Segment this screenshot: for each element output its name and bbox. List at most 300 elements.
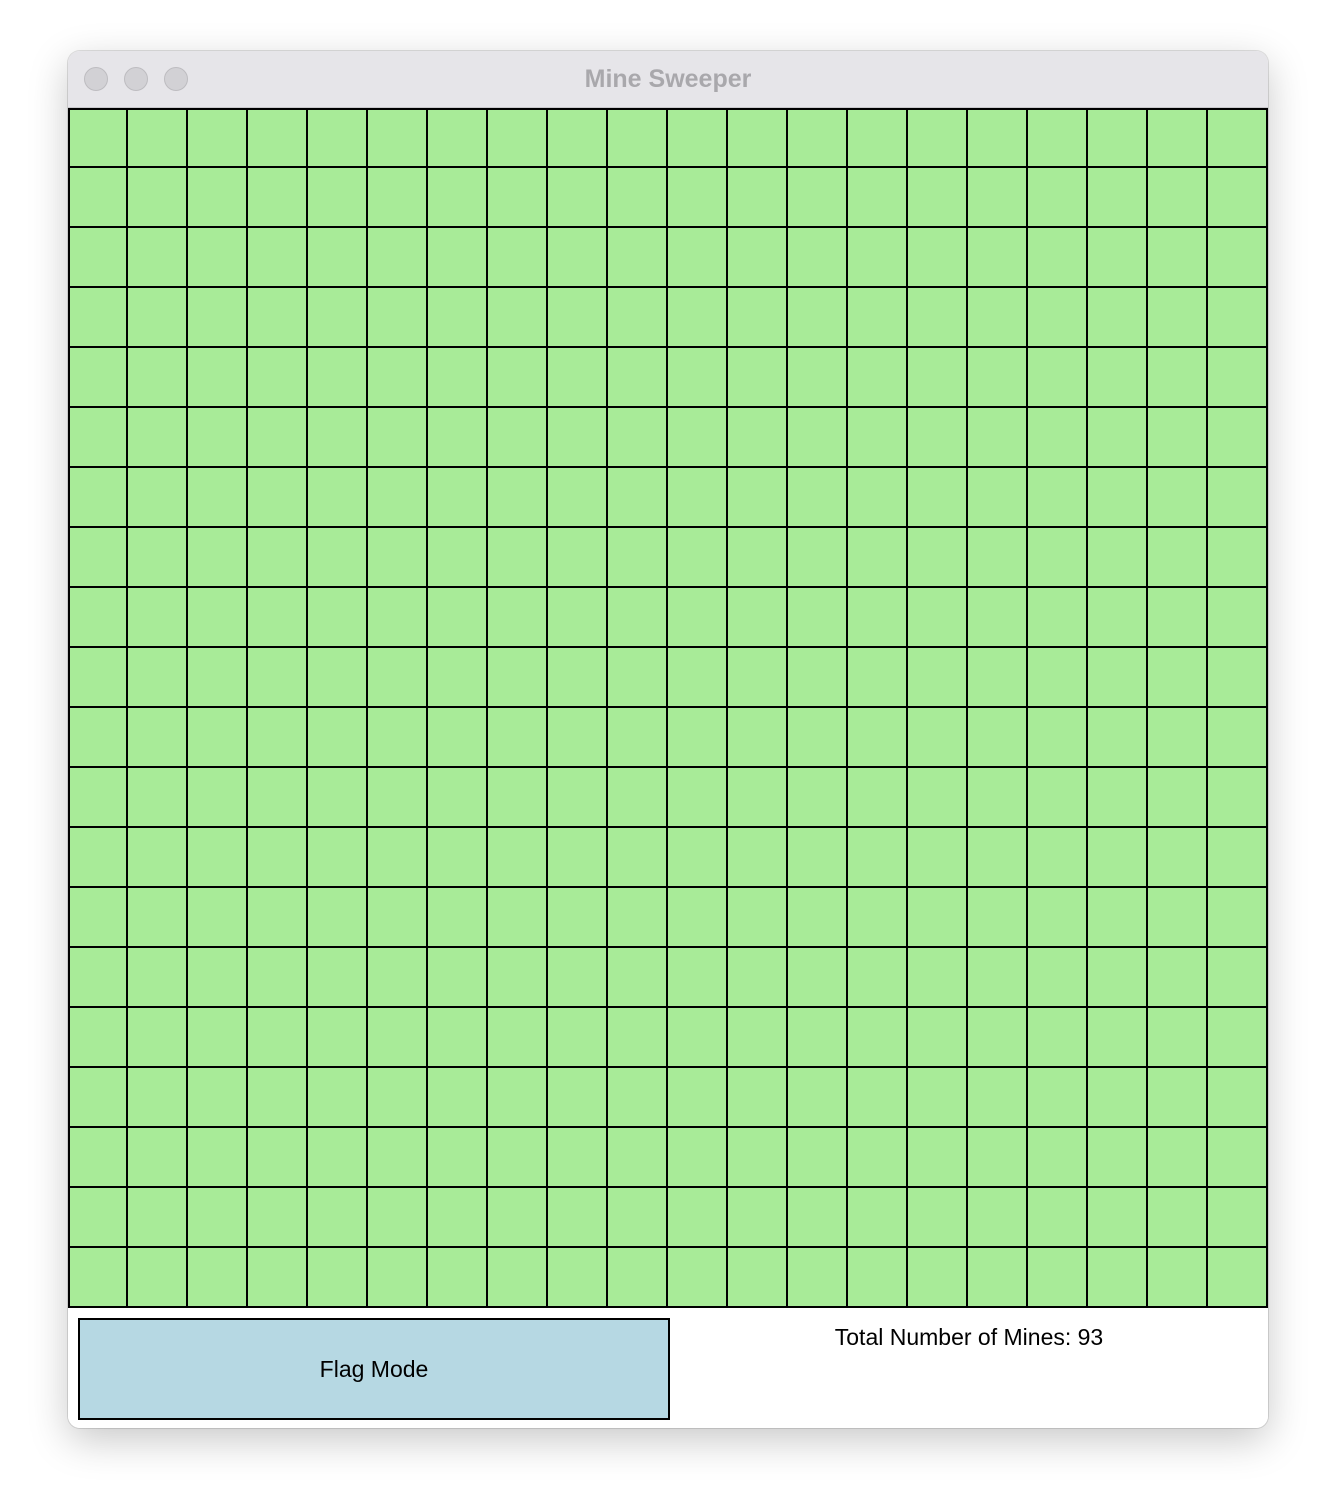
board-cell[interactable] [1148, 588, 1208, 648]
board-cell[interactable] [1148, 348, 1208, 408]
board-cell[interactable] [128, 948, 188, 1008]
board-cell[interactable] [1208, 1188, 1268, 1248]
board-cell[interactable] [128, 1188, 188, 1248]
board-cell[interactable] [68, 1128, 128, 1188]
board-cell[interactable] [608, 228, 668, 288]
board-cell[interactable] [188, 348, 248, 408]
board-cell[interactable] [68, 408, 128, 468]
board-cell[interactable] [548, 1068, 608, 1128]
board-cell[interactable] [548, 288, 608, 348]
board-cell[interactable] [968, 948, 1028, 1008]
board-cell[interactable] [908, 1128, 968, 1188]
board-cell[interactable] [848, 768, 908, 828]
board-cell[interactable] [368, 768, 428, 828]
board-cell[interactable] [248, 1008, 308, 1068]
board-cell[interactable] [248, 1188, 308, 1248]
board-cell[interactable] [1148, 948, 1208, 1008]
board-cell[interactable] [428, 708, 488, 768]
board-cell[interactable] [308, 768, 368, 828]
board-cell[interactable] [668, 108, 728, 168]
board-cell[interactable] [488, 948, 548, 1008]
board-cell[interactable] [488, 768, 548, 828]
board-cell[interactable] [128, 1008, 188, 1068]
board-cell[interactable] [128, 888, 188, 948]
board-cell[interactable] [488, 588, 548, 648]
board-cell[interactable] [668, 948, 728, 1008]
board-cell[interactable] [1208, 468, 1268, 528]
board-cell[interactable] [788, 648, 848, 708]
board-cell[interactable] [428, 408, 488, 468]
board-cell[interactable] [368, 528, 428, 588]
board-cell[interactable] [428, 288, 488, 348]
board-cell[interactable] [788, 588, 848, 648]
board-cell[interactable] [128, 648, 188, 708]
board-cell[interactable] [428, 228, 488, 288]
board-cell[interactable] [728, 648, 788, 708]
board-cell[interactable] [1088, 828, 1148, 888]
board-cell[interactable] [548, 828, 608, 888]
board-cell[interactable] [788, 348, 848, 408]
board-cell[interactable] [608, 888, 668, 948]
board-cell[interactable] [608, 588, 668, 648]
board-cell[interactable] [308, 828, 368, 888]
board-cell[interactable] [668, 408, 728, 468]
board-cell[interactable] [248, 228, 308, 288]
board-cell[interactable] [1148, 828, 1208, 888]
board-cell[interactable] [968, 348, 1028, 408]
board-cell[interactable] [1148, 768, 1208, 828]
board-cell[interactable] [1208, 768, 1268, 828]
board-cell[interactable] [908, 288, 968, 348]
board-cell[interactable] [728, 888, 788, 948]
board-cell[interactable] [968, 828, 1028, 888]
board-cell[interactable] [968, 888, 1028, 948]
board-cell[interactable] [788, 108, 848, 168]
board-cell[interactable] [68, 888, 128, 948]
board-cell[interactable] [1208, 108, 1268, 168]
board-cell[interactable] [68, 468, 128, 528]
board-cell[interactable] [848, 228, 908, 288]
board-cell[interactable] [668, 648, 728, 708]
board-cell[interactable] [368, 108, 428, 168]
board-cell[interactable] [188, 648, 248, 708]
board-cell[interactable] [1148, 408, 1208, 468]
board-cell[interactable] [1208, 708, 1268, 768]
board-cell[interactable] [488, 348, 548, 408]
board-cell[interactable] [608, 708, 668, 768]
board-cell[interactable] [908, 648, 968, 708]
board-cell[interactable] [248, 348, 308, 408]
board-cell[interactable] [368, 228, 428, 288]
board-cell[interactable] [1148, 888, 1208, 948]
board-cell[interactable] [1148, 1128, 1208, 1188]
board-cell[interactable] [1208, 168, 1268, 228]
board-cell[interactable] [788, 888, 848, 948]
board-cell[interactable] [1028, 228, 1088, 288]
board-cell[interactable] [68, 1068, 128, 1128]
board-cell[interactable] [128, 768, 188, 828]
board-cell[interactable] [368, 708, 428, 768]
board-cell[interactable] [848, 348, 908, 408]
board-cell[interactable] [428, 1188, 488, 1248]
board-cell[interactable] [1148, 1248, 1208, 1308]
board-cell[interactable] [1208, 828, 1268, 888]
board-cell[interactable] [1148, 168, 1208, 228]
board-cell[interactable] [728, 1128, 788, 1188]
title-bar[interactable] [68, 51, 1268, 108]
board-cell[interactable] [248, 408, 308, 468]
board-cell[interactable] [1028, 948, 1088, 1008]
board-cell[interactable] [848, 108, 908, 168]
board-cell[interactable] [608, 948, 668, 1008]
board-cell[interactable] [848, 948, 908, 1008]
board-cell[interactable] [188, 528, 248, 588]
board-cell[interactable] [608, 288, 668, 348]
board-cell[interactable] [188, 588, 248, 648]
board-cell[interactable] [128, 468, 188, 528]
board-cell[interactable] [908, 1008, 968, 1068]
board-cell[interactable] [1208, 648, 1268, 708]
board-cell[interactable] [848, 1248, 908, 1308]
board-cell[interactable] [608, 1008, 668, 1068]
board-cell[interactable] [548, 348, 608, 408]
board-cell[interactable] [368, 288, 428, 348]
board-cell[interactable] [248, 288, 308, 348]
board-cell[interactable] [68, 108, 128, 168]
board-cell[interactable] [188, 108, 248, 168]
board-cell[interactable] [428, 168, 488, 228]
board-cell[interactable] [608, 1248, 668, 1308]
board-cell[interactable] [308, 1068, 368, 1128]
board-cell[interactable] [248, 468, 308, 528]
board-cell[interactable] [1028, 1248, 1088, 1308]
board-cell[interactable] [1028, 288, 1088, 348]
board-cell[interactable] [1028, 468, 1088, 528]
board-cell[interactable] [668, 468, 728, 528]
board-cell[interactable] [848, 1128, 908, 1188]
board-cell[interactable] [248, 888, 308, 948]
board-cell[interactable] [188, 408, 248, 468]
board-cell[interactable] [1208, 288, 1268, 348]
board-cell[interactable] [248, 1248, 308, 1308]
board-cell[interactable] [548, 1128, 608, 1188]
board-cell[interactable] [428, 468, 488, 528]
board-cell[interactable] [848, 648, 908, 708]
board-cell[interactable] [188, 288, 248, 348]
board-cell[interactable] [668, 1188, 728, 1248]
board-cell[interactable] [668, 1068, 728, 1128]
board-cell[interactable] [308, 168, 368, 228]
board-cell[interactable] [428, 948, 488, 1008]
board-cell[interactable] [908, 1188, 968, 1248]
board-cell[interactable] [788, 288, 848, 348]
board-cell[interactable] [188, 768, 248, 828]
board-cell[interactable] [368, 888, 428, 948]
board-cell[interactable] [728, 1068, 788, 1128]
board-cell[interactable] [968, 468, 1028, 528]
board-cell[interactable] [1028, 1068, 1088, 1128]
board-cell[interactable] [608, 528, 668, 588]
board-cell[interactable] [1148, 1188, 1208, 1248]
board-cell[interactable] [788, 1188, 848, 1248]
board-cell[interactable] [488, 528, 548, 588]
board-cell[interactable] [668, 888, 728, 948]
board-cell[interactable] [308, 528, 368, 588]
board-cell[interactable] [368, 1188, 428, 1248]
board-cell[interactable] [368, 948, 428, 1008]
board-cell[interactable] [1088, 1188, 1148, 1248]
board-cell[interactable] [1208, 588, 1268, 648]
board-cell[interactable] [248, 528, 308, 588]
board-cell[interactable] [1028, 1188, 1088, 1248]
board-cell[interactable] [608, 168, 668, 228]
board-cell[interactable] [728, 408, 788, 468]
board-cell[interactable] [788, 768, 848, 828]
board-cell[interactable] [728, 588, 788, 648]
board-cell[interactable] [968, 168, 1028, 228]
board-cell[interactable] [188, 828, 248, 888]
board-cell[interactable] [908, 888, 968, 948]
board-cell[interactable] [68, 708, 128, 768]
board-cell[interactable] [128, 288, 188, 348]
board-cell[interactable] [788, 1248, 848, 1308]
board-cell[interactable] [728, 768, 788, 828]
board-cell[interactable] [1148, 648, 1208, 708]
board-cell[interactable] [728, 528, 788, 588]
board-cell[interactable] [188, 708, 248, 768]
board-cell[interactable] [548, 648, 608, 708]
board-cell[interactable] [608, 1128, 668, 1188]
board-cell[interactable] [608, 1188, 668, 1248]
board-cell[interactable] [248, 768, 308, 828]
board-cell[interactable] [908, 168, 968, 228]
board-cell[interactable] [1028, 408, 1088, 468]
board-cell[interactable] [1208, 348, 1268, 408]
board-cell[interactable] [68, 828, 128, 888]
board-cell[interactable] [968, 1188, 1028, 1248]
board-cell[interactable] [788, 1008, 848, 1068]
board-cell[interactable] [488, 228, 548, 288]
board-cell[interactable] [1148, 708, 1208, 768]
board-cell[interactable] [1028, 888, 1088, 948]
board-cell[interactable] [428, 108, 488, 168]
board-cell[interactable] [608, 408, 668, 468]
board-cell[interactable] [968, 288, 1028, 348]
board-cell[interactable] [428, 648, 488, 708]
board-cell[interactable] [968, 1068, 1028, 1128]
board-cell[interactable] [1208, 1068, 1268, 1128]
board-cell[interactable] [1088, 468, 1148, 528]
board-cell[interactable] [488, 288, 548, 348]
board-cell[interactable] [68, 1188, 128, 1248]
board-cell[interactable] [1148, 288, 1208, 348]
board-cell[interactable] [488, 468, 548, 528]
board-cell[interactable] [248, 588, 308, 648]
board-cell[interactable] [1088, 888, 1148, 948]
board-cell[interactable] [68, 168, 128, 228]
board-cell[interactable] [248, 168, 308, 228]
board-cell[interactable] [188, 1188, 248, 1248]
board-cell[interactable] [548, 888, 608, 948]
board-cell[interactable] [668, 1008, 728, 1068]
board-cell[interactable] [908, 468, 968, 528]
board-cell[interactable] [128, 408, 188, 468]
board-cell[interactable] [608, 768, 668, 828]
board-cell[interactable] [1088, 168, 1148, 228]
board-cell[interactable] [908, 1248, 968, 1308]
board-cell[interactable] [1088, 1068, 1148, 1128]
board-cell[interactable] [428, 528, 488, 588]
board-cell[interactable] [1088, 348, 1148, 408]
board-cell[interactable] [188, 1248, 248, 1308]
board-cell[interactable] [368, 1248, 428, 1308]
board-cell[interactable] [428, 1068, 488, 1128]
board-cell[interactable] [368, 1128, 428, 1188]
board-cell[interactable] [908, 828, 968, 888]
board-cell[interactable] [668, 348, 728, 408]
board-cell[interactable] [728, 1188, 788, 1248]
board-cell[interactable] [248, 1068, 308, 1128]
board-cell[interactable] [608, 348, 668, 408]
board-cell[interactable] [488, 648, 548, 708]
board-cell[interactable] [1028, 528, 1088, 588]
board-cell[interactable] [1148, 468, 1208, 528]
board-cell[interactable] [548, 228, 608, 288]
board-cell[interactable] [488, 828, 548, 888]
board-cell[interactable] [1028, 1008, 1088, 1068]
board-cell[interactable] [1028, 708, 1088, 768]
board-cell[interactable] [1208, 1248, 1268, 1308]
board-cell[interactable] [788, 1068, 848, 1128]
board-cell[interactable] [728, 108, 788, 168]
board-cell[interactable] [308, 468, 368, 528]
board-cell[interactable] [428, 768, 488, 828]
board-cell[interactable] [1208, 1008, 1268, 1068]
board-cell[interactable] [308, 1128, 368, 1188]
board-cell[interactable] [308, 408, 368, 468]
board-cell[interactable] [368, 1068, 428, 1128]
board-cell[interactable] [1148, 1068, 1208, 1128]
board-cell[interactable] [848, 168, 908, 228]
board-cell[interactable] [608, 648, 668, 708]
board-cell[interactable] [128, 168, 188, 228]
board-cell[interactable] [428, 1008, 488, 1068]
board-cell[interactable] [308, 648, 368, 708]
board-cell[interactable] [368, 588, 428, 648]
board-cell[interactable] [368, 168, 428, 228]
board-cell[interactable] [248, 708, 308, 768]
board-cell[interactable] [728, 1008, 788, 1068]
board-cell[interactable] [608, 108, 668, 168]
board-cell[interactable] [848, 408, 908, 468]
board-cell[interactable] [488, 168, 548, 228]
board-cell[interactable] [788, 228, 848, 288]
board-cell[interactable] [668, 1128, 728, 1188]
board-cell[interactable] [368, 1008, 428, 1068]
board-cell[interactable] [788, 948, 848, 1008]
board-cell[interactable] [1208, 1128, 1268, 1188]
board-cell[interactable] [308, 1248, 368, 1308]
board-cell[interactable] [1088, 408, 1148, 468]
board-cell[interactable] [1028, 648, 1088, 708]
board-cell[interactable] [1028, 588, 1088, 648]
board-cell[interactable] [548, 1248, 608, 1308]
board-cell[interactable] [488, 1068, 548, 1128]
board-cell[interactable] [848, 828, 908, 888]
board-cell[interactable] [308, 288, 368, 348]
board-cell[interactable] [188, 888, 248, 948]
board-cell[interactable] [548, 948, 608, 1008]
board-cell[interactable] [548, 108, 608, 168]
board-cell[interactable] [548, 768, 608, 828]
board-cell[interactable] [188, 948, 248, 1008]
board-cell[interactable] [668, 168, 728, 228]
board-cell[interactable] [188, 468, 248, 528]
board-cell[interactable] [248, 648, 308, 708]
board-cell[interactable] [608, 1068, 668, 1128]
board-cell[interactable] [488, 408, 548, 468]
board-cell[interactable] [1028, 168, 1088, 228]
board-cell[interactable] [1028, 108, 1088, 168]
board-cell[interactable] [848, 1008, 908, 1068]
board-cell[interactable] [908, 708, 968, 768]
board-cell[interactable] [428, 348, 488, 408]
board-cell[interactable] [668, 768, 728, 828]
board-cell[interactable] [248, 1128, 308, 1188]
board-cell[interactable] [968, 408, 1028, 468]
board-cell[interactable] [968, 708, 1028, 768]
board-cell[interactable] [1088, 228, 1148, 288]
board-cell[interactable] [968, 648, 1028, 708]
board-cell[interactable] [128, 528, 188, 588]
board-cell[interactable] [428, 1248, 488, 1308]
board-cell[interactable] [488, 1008, 548, 1068]
board-cell[interactable] [188, 1128, 248, 1188]
board-cell[interactable] [128, 588, 188, 648]
board-cell[interactable] [728, 828, 788, 888]
board-cell[interactable] [668, 828, 728, 888]
board-cell[interactable] [608, 468, 668, 528]
board-cell[interactable] [428, 588, 488, 648]
board-cell[interactable] [1028, 348, 1088, 408]
board-cell[interactable] [128, 108, 188, 168]
board-cell[interactable] [1208, 408, 1268, 468]
board-cell[interactable] [68, 948, 128, 1008]
board-cell[interactable] [1088, 768, 1148, 828]
board-cell[interactable] [908, 588, 968, 648]
board-cell[interactable] [608, 828, 668, 888]
board-cell[interactable] [1208, 528, 1268, 588]
board-cell[interactable] [308, 228, 368, 288]
board-cell[interactable] [968, 768, 1028, 828]
board-cell[interactable] [1028, 828, 1088, 888]
board-cell[interactable] [1208, 888, 1268, 948]
board-cell[interactable] [908, 108, 968, 168]
board-cell[interactable] [308, 108, 368, 168]
board-cell[interactable] [128, 348, 188, 408]
board-cell[interactable] [848, 288, 908, 348]
board-cell[interactable] [668, 1248, 728, 1308]
board-cell[interactable] [848, 1068, 908, 1128]
board-cell[interactable] [728, 288, 788, 348]
board-cell[interactable] [788, 468, 848, 528]
board-cell[interactable] [68, 348, 128, 408]
board-cell[interactable] [188, 1068, 248, 1128]
board-cell[interactable] [1088, 528, 1148, 588]
board-cell[interactable] [1148, 228, 1208, 288]
board-cell[interactable] [548, 468, 608, 528]
board-cell[interactable] [908, 1068, 968, 1128]
